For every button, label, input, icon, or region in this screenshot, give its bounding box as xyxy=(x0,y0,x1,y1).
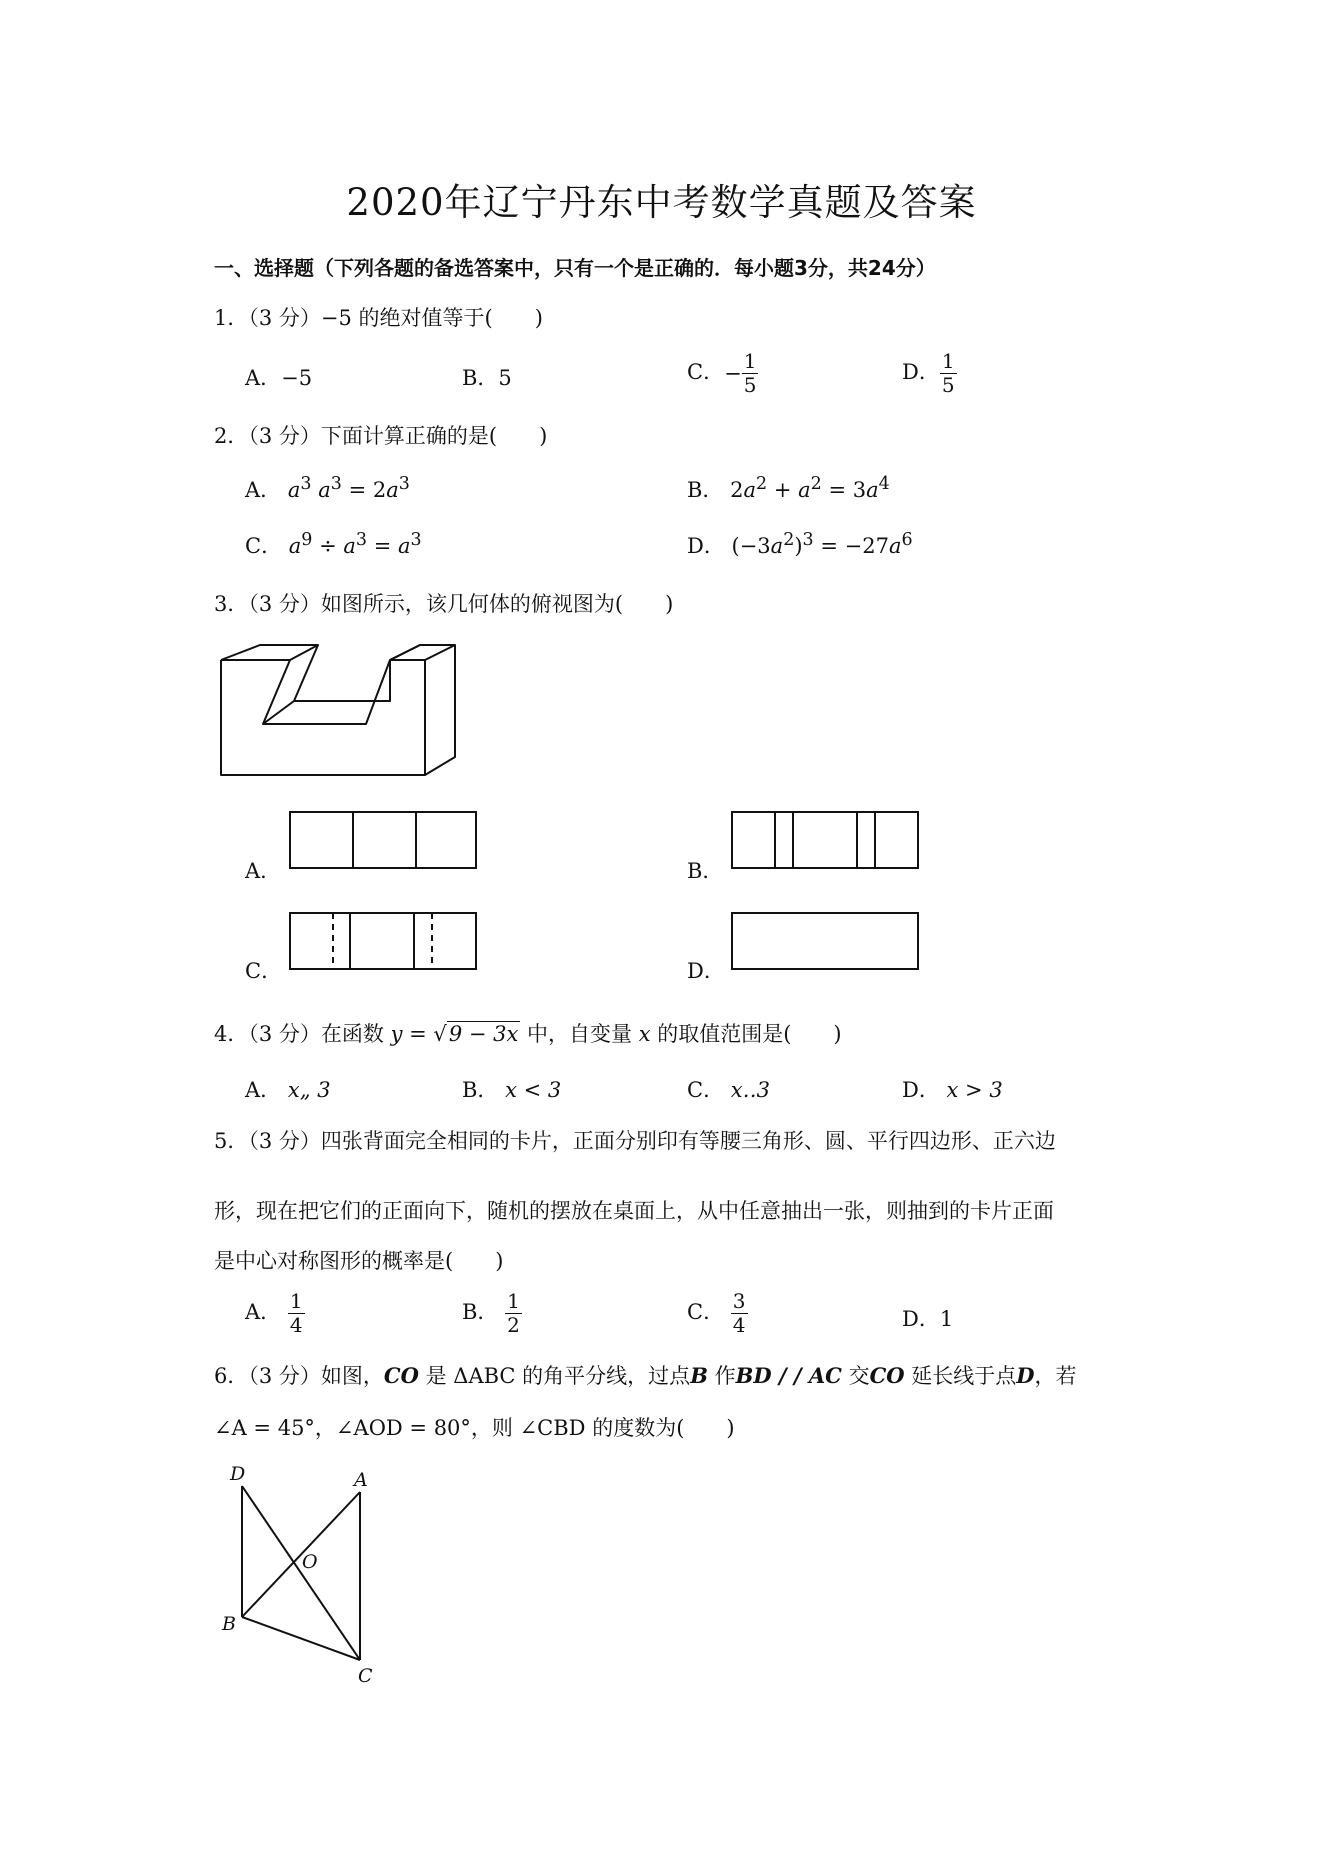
segment-bc xyxy=(242,1617,360,1660)
fig-label-a: A xyxy=(354,1469,368,1491)
q4-option-c: C． x‥3 xyxy=(687,1078,770,1102)
q5-option-b: B． $\frac{1}{2}$ xyxy=(462,1289,520,1337)
q2-option-a: A． $a^3$ $a^3 = 2a^3$ xyxy=(245,474,410,502)
q2-stem: 2．（3 分）下面计算正确的是( ) xyxy=(214,424,548,448)
q4-option-a: A． x„ 3 xyxy=(245,1078,331,1102)
q3-stem: 3．（3 分）如图所示，该几何体的俯视图为( ) xyxy=(214,592,674,616)
fig-label-o: O xyxy=(302,1551,318,1573)
q3-option-a-label: A． xyxy=(245,859,282,883)
q3-option-d-label: D． xyxy=(687,959,725,983)
q1-option-b: B．5 xyxy=(462,366,512,390)
fig-label-b: B xyxy=(222,1613,236,1635)
q2-option-d: D． $(-3a^2)^3 = -27a^6$ xyxy=(687,530,913,558)
q5-option-a: A． $\frac{1}{4}$ xyxy=(245,1289,303,1337)
q6-line-1: 6．（3 分）如图，CO 是 ΔABC 的角平分线，过点B 作BD / / AC 交CO 延长线于点D，若 xyxy=(214,1363,1077,1388)
q5-option-c: C． $\frac{3}{4}$ xyxy=(687,1289,746,1337)
q2-option-b: B． $2a^2 + a^2 = 3a^4$ xyxy=(687,474,890,502)
q5-line-1: 5．（3 分）四张背面完全相同的卡片，正面分别印有等腰三角形、圆、平行四边形、正六边 xyxy=(214,1129,1056,1153)
q4-option-b: B． x < 3 xyxy=(462,1078,562,1102)
section-heading: 一、选择题（下列各题的备选答案中，只有一个是正确的．每小题3分，共24分） xyxy=(214,256,936,280)
q5-line-2: 形，现在把它们的正面向下，随机的摆放在桌面上，从中任意抽出一张，则抽到的卡片正面 xyxy=(214,1199,1054,1223)
q2-option-c: C． $a^9 \div a^3 = a^3$ xyxy=(245,530,422,558)
page-title: 2020年辽宁丹东中考数学真题及答案 xyxy=(346,181,977,224)
q4-option-d: D． x > 3 xyxy=(902,1078,1003,1102)
q6-line-2: ∠A = 45°，∠AOD = 80°，则 ∠CBD 的度数为( ) xyxy=(214,1416,735,1440)
q1-stem: 1．（3 分）−5 的绝对值等于( ) xyxy=(214,306,543,330)
q1-option-c: C．− $\frac{1}{5}$ xyxy=(687,349,757,397)
fig-label-d: D xyxy=(230,1463,246,1485)
q3-option-b-label: B． xyxy=(687,859,724,883)
q1-option-d: D． $\frac{1}{5}$ xyxy=(902,349,955,397)
q1-option-a: A．−5 xyxy=(245,366,313,390)
fig-label-c: C xyxy=(358,1665,373,1687)
q5-line-3: 是中心对称图形的概率是( ) xyxy=(214,1249,504,1273)
q5-option-d: D．1 xyxy=(902,1307,954,1331)
q3-option-c-label: C． xyxy=(245,959,283,983)
q4-stem: 4．（3 分）在函数 y = √9 − 3x 中，自变量 x 的取值范围是( ) xyxy=(214,1022,842,1046)
